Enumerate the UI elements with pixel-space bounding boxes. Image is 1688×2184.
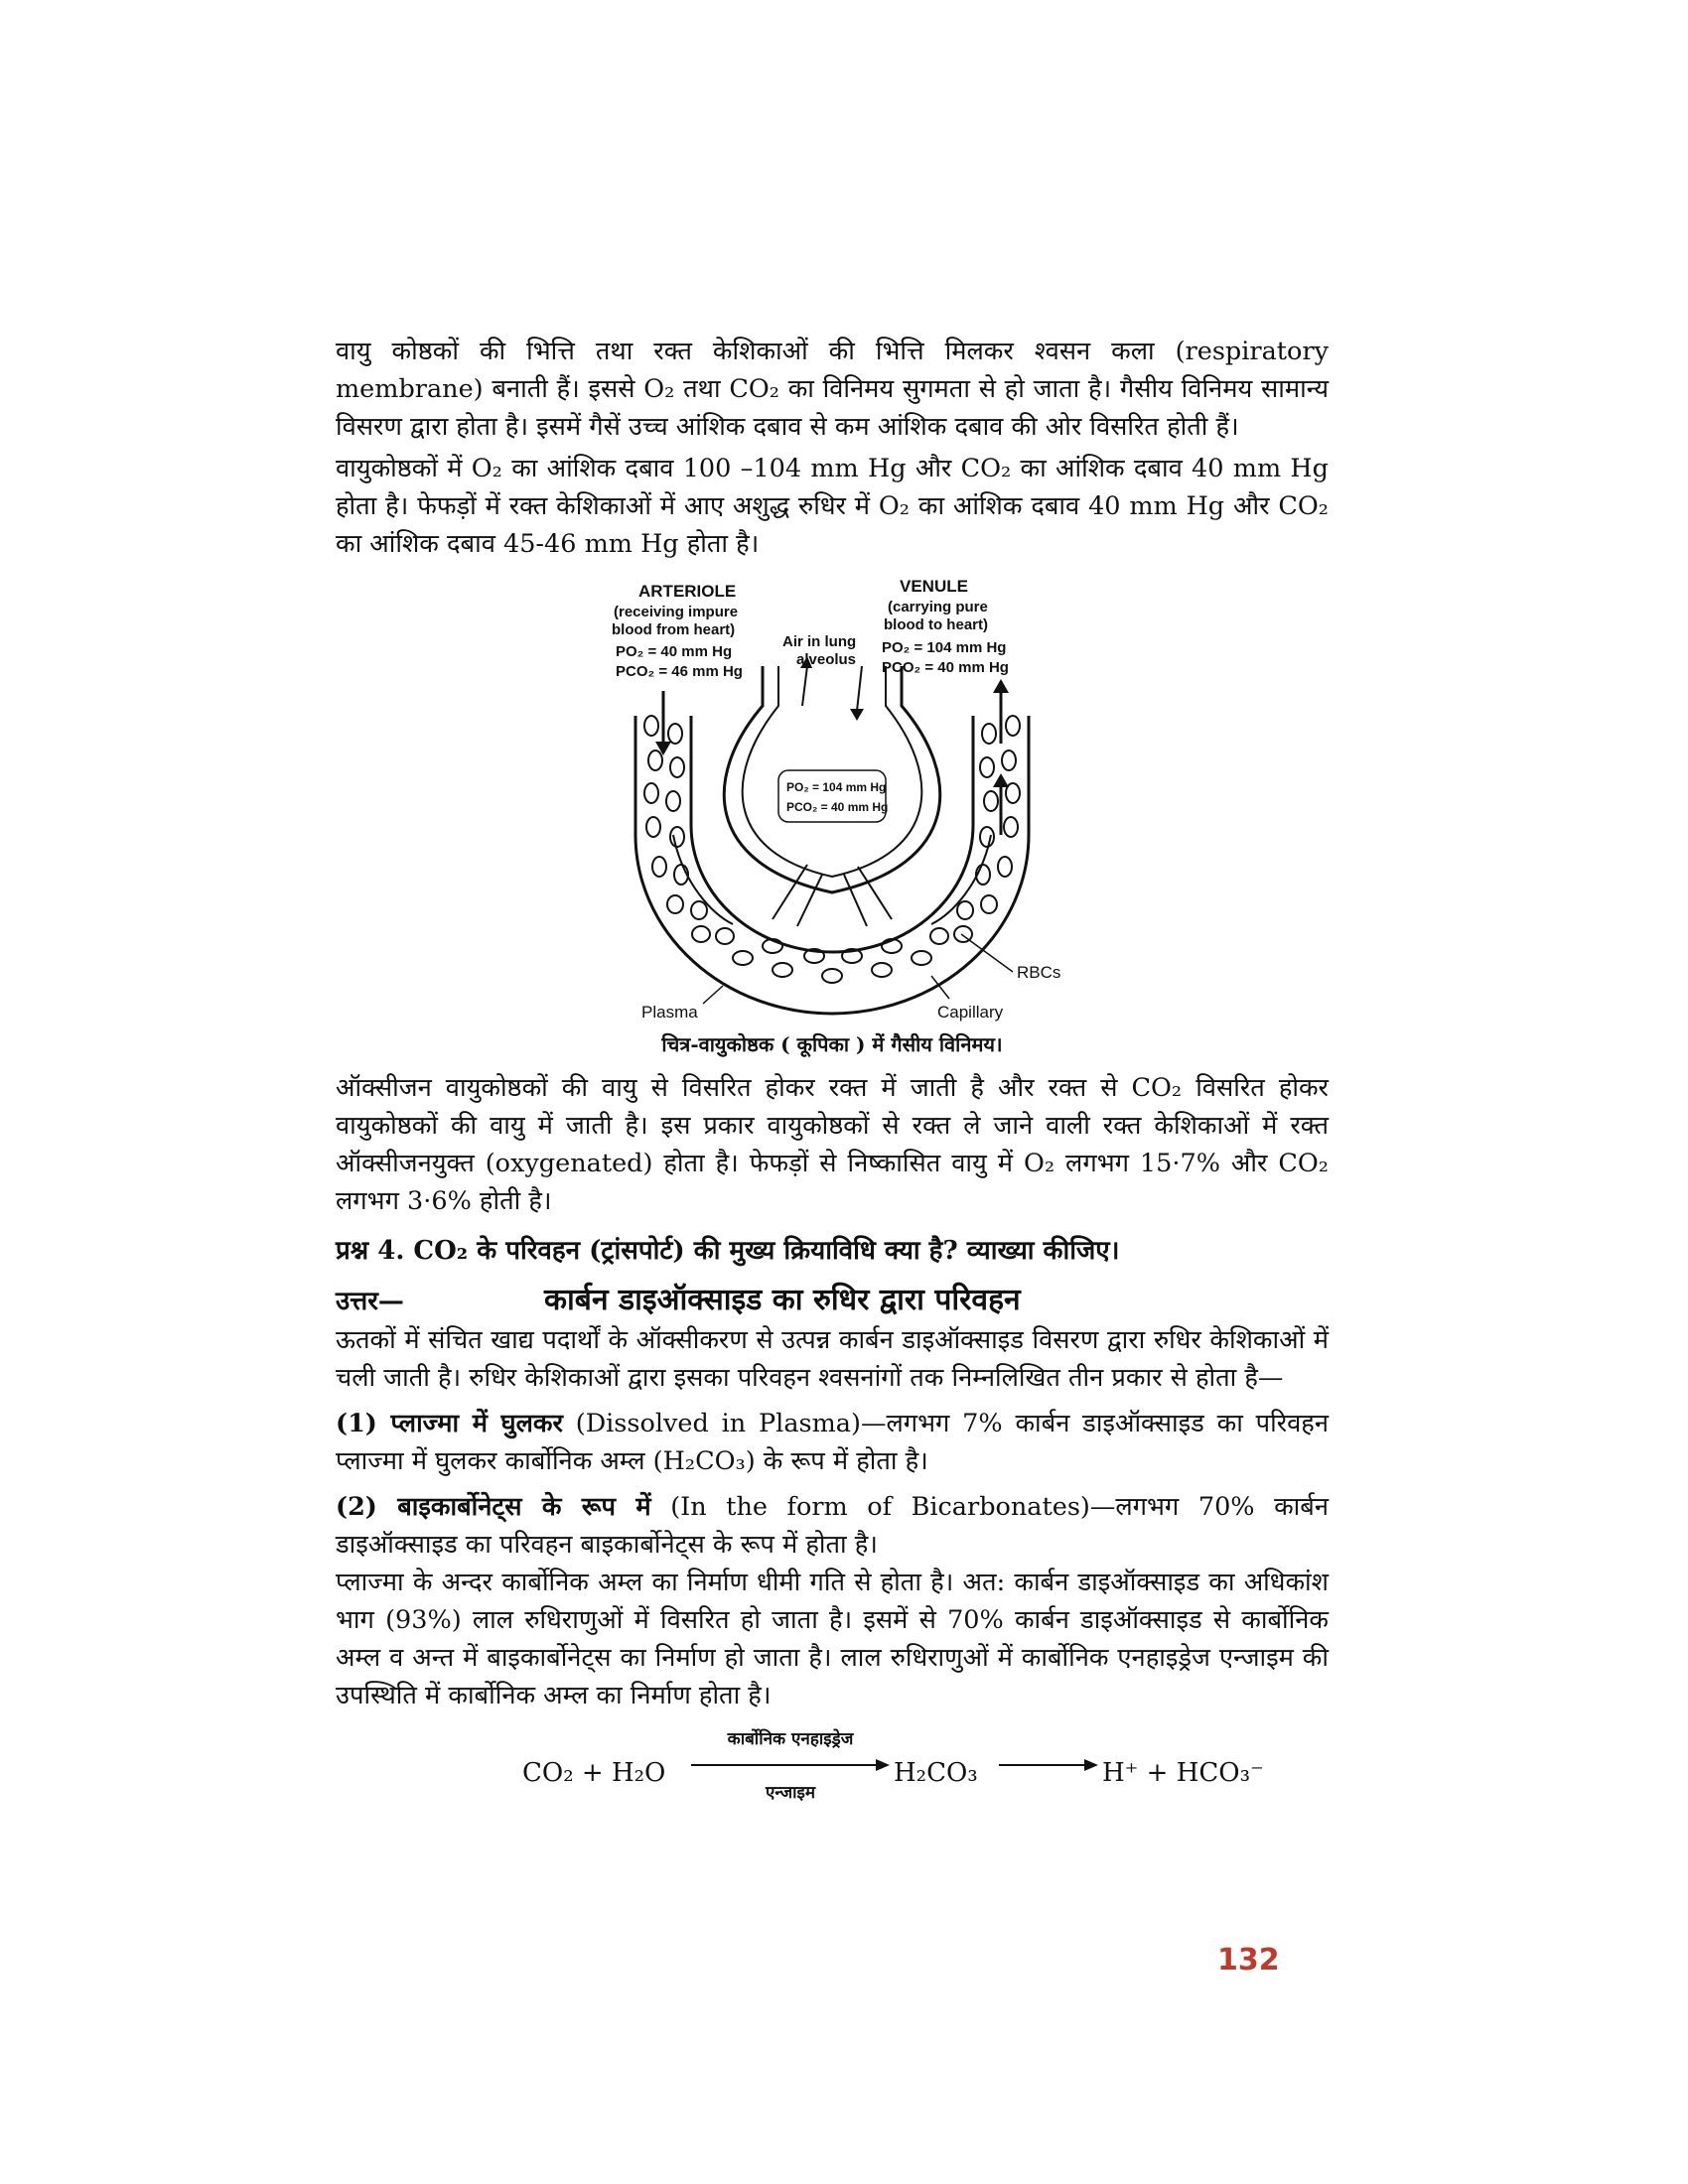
venule-po2: PO₂ = 104 mm Hg bbox=[882, 639, 1007, 656]
arteriole-title: ARTERIOLE bbox=[638, 582, 737, 601]
arteriole-pco2: PCO₂ = 46 mm Hg bbox=[616, 663, 743, 680]
arteriole-po2: PO₂ = 40 mm Hg bbox=[616, 643, 733, 660]
equation-arrow-bottom: एन्जाइम bbox=[766, 1783, 815, 1803]
venule-sub2: blood to heart) bbox=[884, 616, 988, 633]
alveolus-label-2: alveolus bbox=[796, 651, 857, 668]
point1-title: (1) प्लाज्मा में घुलकर bbox=[336, 1409, 563, 1438]
answer-label: उत्तर— bbox=[336, 1287, 404, 1316]
point1-text: (Dissolved in Plasma)—लगभग 7% कार्बन डाइऑक्साइड का परिवहन प्लाज्मा में घुलकर कार्बोनिक अम्ल (H₂CO₃) के रूप में होता है। bbox=[336, 1409, 1330, 1476]
paragraph-oxygen-diffusion: ऑक्सीजन वायुकोष्ठकों की वायु से विसरित होकर रक्त में जाती है और रक्त से CO₂ विसरित होकर वायुकोष्ठकों की वायु में जाती है। इस प्रकार वायुकोष्ठकों से रक्त ले जाने वाली रक्त केशिकाओं में रक्त ऑक्सीजनयुक्त (oxygenated) होता है। फेफड़ों से निष्कासित वायु में O₂ लगभग 15·7% और CO₂ लगभग 3·6% होती है। bbox=[336, 1073, 1329, 1216]
plasma-label: Plasma bbox=[641, 1003, 698, 1022]
venule-sub1: (carrying pure bbox=[888, 599, 988, 615]
point2-text: (In the form of Bicarbonates)—लगभग 70% कार्बन डाइऑक्साइड का परिवहन बाइकार्बोनेट्स के रूप में होता है। bbox=[336, 1492, 1329, 1560]
paragraph-carbonic-acid: प्लाज्मा के अन्दर कार्बोनिक अम्ल का निर्माण धीमी गति से होता है। अत: कार्बन डाइऑक्साइड का अधिकांश भाग (93%) लाल रुधिराणुओं में विसरित हो जाता है। इसमें से 70% कार्बन डाइऑक्साइड से कार्बोनिक अम्ल व अन्त में बाइकार्बोनेट्स का निर्माण हो जाता है। लाल रुधिराणुओं में कार्बोनिक एनहाइड्रेज एन्जाइम की उपस्थिति में कार्बोनिक अम्ल का निर्माण होता है। bbox=[336, 1568, 1329, 1710]
point-dissolved-plasma bbox=[336, 1405, 1329, 1480]
alveolus-gas-exchange-figure bbox=[336, 577, 1329, 1063]
dissociation-arrow-icon bbox=[999, 1750, 1098, 1780]
figure-caption: चित्र-वायुकोष्ठक ( कूपिका ) में गैसीय विनिमय। bbox=[661, 1032, 1003, 1056]
paragraph-respiratory-membrane: वायु कोष्ठकों की भित्ति तथा रक्त केशिकाओं की भित्ति मिलकर श्वसन कला (respiratory membrane) बनाती हैं। इससे O₂ तथा CO₂ का विनिमय सुगमता से हो जाता है। गैसीय विनिमय सामान्य विसरण द्वारा होता है। इसमें गैसें उच्च आंशिक दबाव से कम आंशिक दबाव की ओर विसरित होती हैं। bbox=[336, 337, 1329, 442]
paragraph-co2-transport-intro: ऊतकों में संचित खाद्य पदार्थों के ऑक्सीकरण से उत्पन्न कार्बन डाइऑक्साइड विसरण द्वारा रुधिर केशिकाओं में चली जाती है। रुधिर केशिकाओं द्वारा इसका परिवहन श्वसनांगों तक निम्नलिखित तीन प्रकार से होता है— bbox=[336, 1325, 1329, 1393]
arteriole-sub2: blood from heart) bbox=[612, 621, 736, 638]
capillary-label: Capillary bbox=[937, 1003, 1004, 1022]
equation-rhs: H⁺ + HCO₃⁻ bbox=[1102, 1758, 1264, 1788]
answer-row bbox=[336, 1278, 1329, 1321]
answer-heading: कार्बन डाइऑक्साइड का रुधिर द्वारा परिवहन bbox=[544, 1283, 1021, 1317]
arteriole-sub1: (receiving impure bbox=[614, 604, 739, 620]
inner-pco2: PCO₂ = 40 mm Hg bbox=[786, 800, 889, 814]
point2-title: (2) बाइकार्बोनेट्स के रूप में bbox=[336, 1492, 651, 1522]
chemical-equation bbox=[336, 1726, 1329, 1806]
venule-pco2: PCO₂ = 40 mm Hg bbox=[882, 659, 1009, 676]
equation-lhs: CO₂ + H₂O bbox=[522, 1758, 666, 1788]
paragraph-partial-pressure: वायुकोष्ठकों में O₂ का आंशिक दबाव 100 –104 mm Hg और CO₂ का आंशिक दबाव 40 mm Hg होता है। फेफड़ों में रक्त केशिकाओं में आए अशुद्ध रुधिर में O₂ का आंशिक दबाव 40 mm Hg और CO₂ का आंशिक दबाव 45-46 mm Hg होता है। bbox=[336, 454, 1329, 559]
page-number: 132 bbox=[1217, 1943, 1280, 1978]
alveolus-diagram bbox=[584, 577, 1080, 1024]
alveolus-label-1: Air in lung bbox=[782, 633, 857, 650]
question-heading: प्रश्न 4. CO₂ के परिवहन (ट्रांसपोर्ट) की मुख्य क्रियाविधि क्या है? व्याख्या कीजिए। bbox=[336, 1236, 1120, 1266]
venule-title: VENULE bbox=[900, 577, 968, 596]
point-bicarbonates bbox=[336, 1488, 1329, 1564]
rbcs-label: RBCs bbox=[1017, 963, 1061, 982]
page-content bbox=[336, 333, 1329, 1806]
inner-po2: PO₂ = 104 mm Hg bbox=[786, 780, 887, 794]
equation-arrow-top: कार्बोनिक एनहाइड्रेज bbox=[727, 1729, 854, 1749]
reaction-arrow-icon bbox=[691, 1750, 890, 1780]
equation-middle: H₂CO₃ bbox=[894, 1758, 978, 1788]
